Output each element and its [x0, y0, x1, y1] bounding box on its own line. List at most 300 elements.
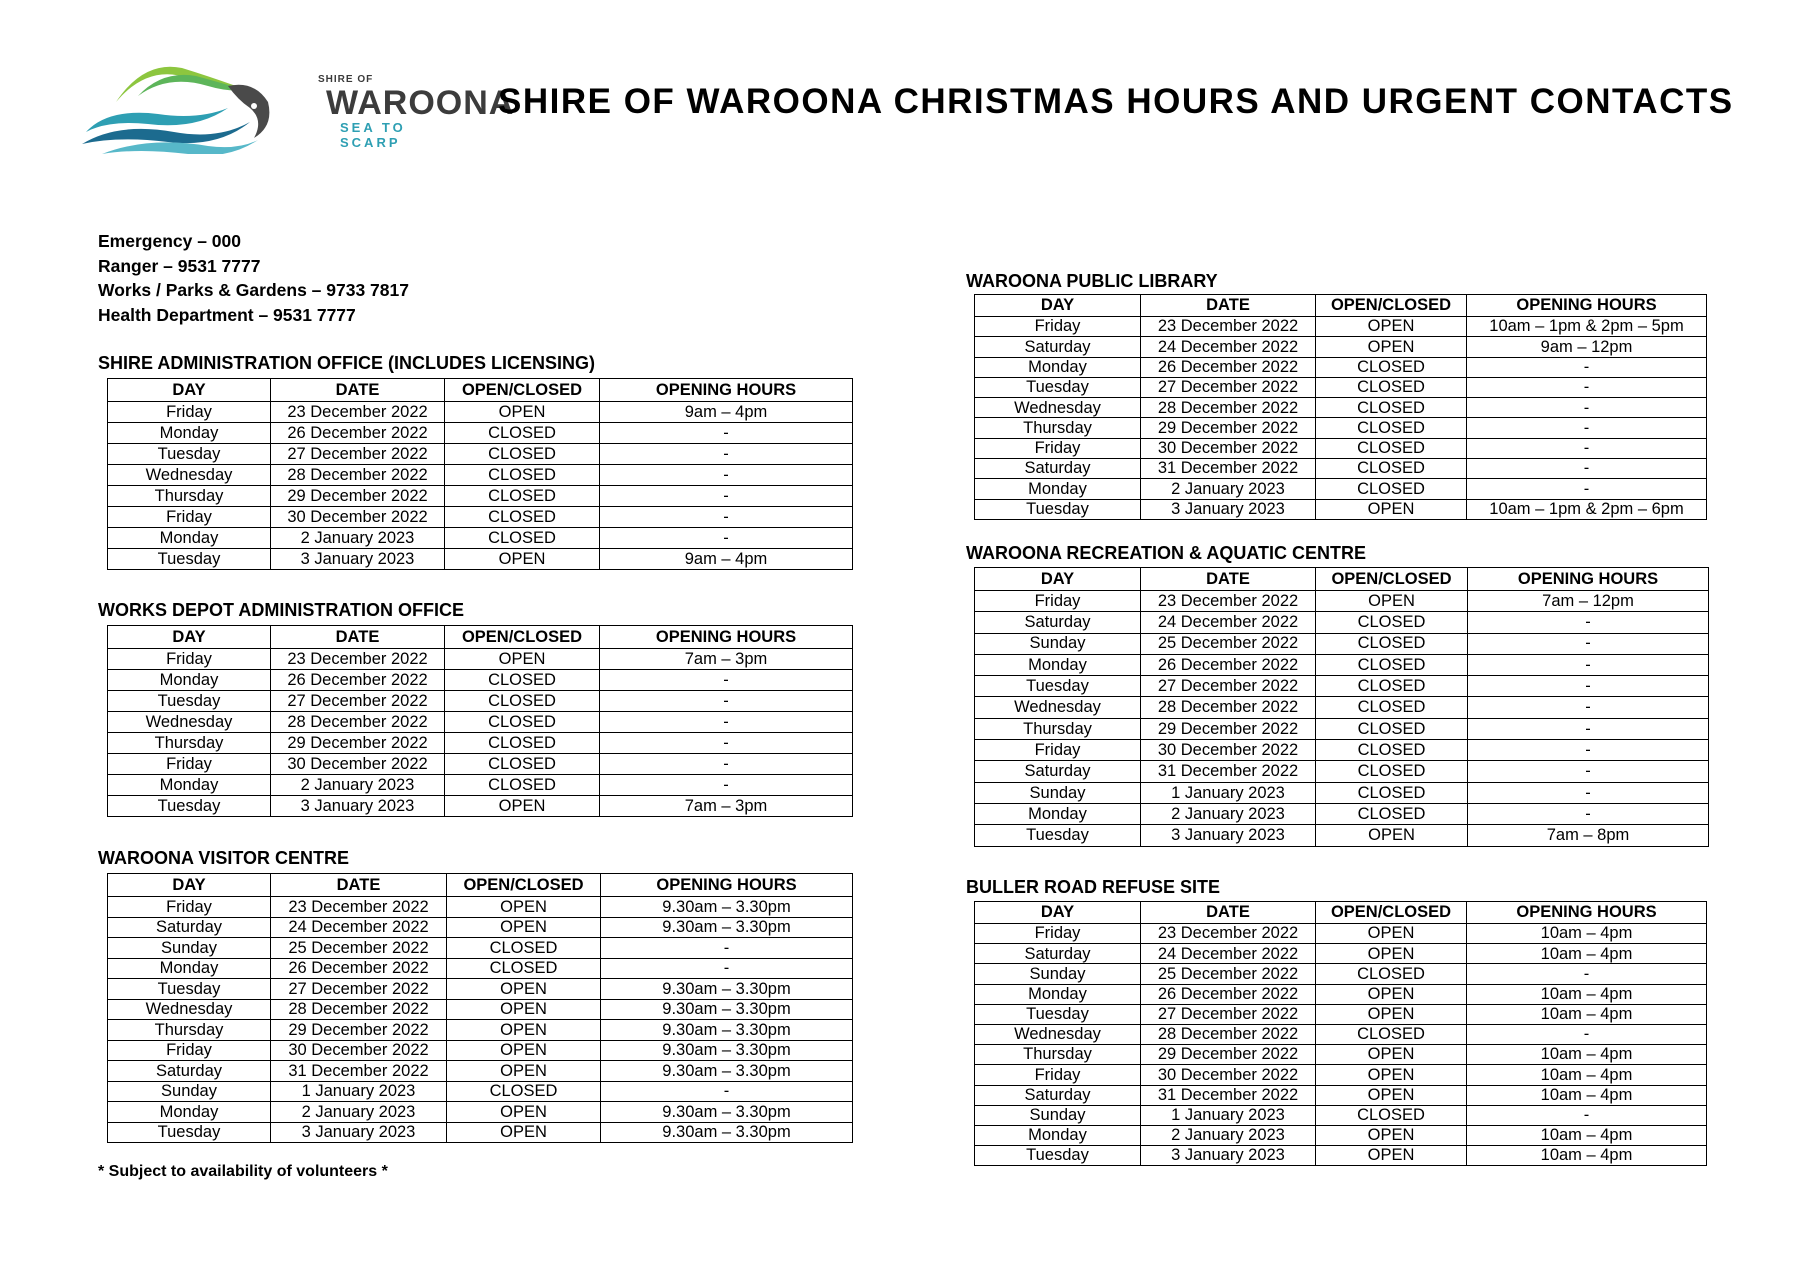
table-row: [975, 1146, 1707, 1166]
hours-cell: -: [1468, 676, 1709, 697]
date-cell: 30 December 2022: [271, 754, 445, 775]
hours-cell: -: [600, 775, 853, 796]
date-cell: 28 December 2022: [271, 999, 447, 1020]
table-row: [108, 507, 853, 528]
hours-cell: 10am – 4pm: [1467, 1004, 1707, 1024]
status-cell: CLOSED: [445, 712, 600, 733]
status-cell: CLOSED: [447, 958, 601, 979]
column-header-day: DAY: [975, 568, 1141, 591]
status-cell: OPEN: [447, 999, 601, 1020]
table-row: [108, 486, 853, 507]
hours-cell: 9am – 4pm: [600, 549, 853, 570]
column-header-status: OPEN/CLOSED: [1316, 902, 1467, 924]
hours-cell: 10am – 4pm: [1467, 1085, 1707, 1105]
table-row: [975, 1045, 1707, 1065]
hours-cell: 9.30am – 3.30pm: [601, 897, 853, 918]
day-cell: Friday: [108, 649, 271, 670]
hours-cell: -: [1467, 964, 1707, 984]
table-row: [108, 897, 853, 918]
status-cell: CLOSED: [1316, 654, 1468, 675]
day-cell: Tuesday: [108, 796, 271, 817]
table-row: [108, 402, 853, 423]
recreation-section-title: WAROONA RECREATION & AQUATIC CENTRE: [966, 543, 1366, 563]
date-cell: 27 December 2022: [271, 691, 445, 712]
hours-cell: -: [1467, 1024, 1707, 1044]
table-row: [108, 999, 853, 1020]
day-cell: Saturday: [975, 944, 1141, 964]
column-header-status: OPEN/CLOSED: [445, 379, 600, 402]
day-cell: Monday: [108, 775, 271, 796]
column-header-date: DATE: [271, 874, 447, 897]
day-cell: Sunday: [975, 633, 1141, 654]
table-row: [108, 917, 853, 938]
status-cell: OPEN: [1316, 944, 1467, 964]
date-cell: 1 January 2023: [1141, 1105, 1316, 1125]
date-cell: 2 January 2023: [271, 528, 445, 549]
library-section-title: WAROONA PUBLIC LIBRARY: [966, 271, 1218, 291]
day-cell: Friday: [975, 924, 1141, 944]
date-cell: 2 January 2023: [1141, 803, 1316, 824]
column-header-day: DAY: [108, 874, 271, 897]
day-cell: Tuesday: [108, 549, 271, 570]
column-header-date: DATE: [271, 379, 445, 402]
date-cell: 2 January 2023: [271, 1102, 447, 1123]
date-cell: 3 January 2023: [1141, 1146, 1316, 1166]
hours-cell: -: [600, 691, 853, 712]
date-cell: 2 January 2023: [271, 775, 445, 796]
date-cell: 3 January 2023: [271, 1122, 447, 1143]
hours-cell: -: [1468, 782, 1709, 803]
status-cell: CLOSED: [445, 465, 600, 486]
date-cell: 29 December 2022: [1141, 718, 1316, 739]
table-header-row: [108, 379, 853, 402]
date-cell: 27 December 2022: [1141, 377, 1316, 397]
table-row: [108, 712, 853, 733]
table-row: [975, 317, 1707, 337]
table-row: [975, 984, 1707, 1004]
status-cell: CLOSED: [1316, 697, 1468, 718]
day-cell: Friday: [108, 1040, 271, 1061]
status-cell: OPEN: [445, 649, 600, 670]
hours-cell: 9.30am – 3.30pm: [601, 979, 853, 1000]
date-cell: 31 December 2022: [271, 1061, 447, 1082]
table-header-row: [975, 295, 1707, 317]
table-header-row: [975, 568, 1709, 591]
table-row: [108, 423, 853, 444]
day-cell: Tuesday: [975, 676, 1141, 697]
day-cell: Tuesday: [108, 1122, 271, 1143]
hours-cell: -: [600, 486, 853, 507]
column-header-status: OPEN/CLOSED: [447, 874, 601, 897]
table-row: [975, 676, 1709, 697]
date-cell: 27 December 2022: [271, 444, 445, 465]
table-row: [975, 825, 1709, 846]
table-row: [975, 964, 1707, 984]
status-cell: CLOSED: [1316, 357, 1467, 377]
hours-cell: 7am – 3pm: [600, 796, 853, 817]
hours-cell: -: [600, 465, 853, 486]
day-cell: Sunday: [975, 782, 1141, 803]
hours-cell: -: [600, 712, 853, 733]
table-row: [975, 803, 1709, 824]
date-cell: 25 December 2022: [1141, 964, 1316, 984]
table-row: [108, 754, 853, 775]
day-cell: Wednesday: [108, 999, 271, 1020]
admin-section-title: SHIRE ADMINISTRATION OFFICE (INCLUDES LICENSING): [98, 353, 595, 373]
status-cell: OPEN: [1316, 591, 1468, 612]
date-cell: 31 December 2022: [1141, 1085, 1316, 1105]
day-cell: Monday: [975, 984, 1141, 1004]
page-title: SHIRE OF WAROONA CHRISTMAS HOURS AND URGENT CONTACTS: [498, 82, 1734, 121]
status-cell: OPEN: [447, 1102, 601, 1123]
day-cell: Thursday: [975, 418, 1141, 438]
date-cell: 25 December 2022: [1141, 633, 1316, 654]
table-row: [975, 944, 1707, 964]
status-cell: CLOSED: [1316, 479, 1467, 499]
hours-cell: 9am – 12pm: [1467, 337, 1707, 357]
status-cell: CLOSED: [1316, 718, 1468, 739]
date-cell: 29 December 2022: [1141, 418, 1316, 438]
column-header-hours: OPENING HOURS: [601, 874, 853, 897]
date-cell: 27 December 2022: [1141, 676, 1316, 697]
status-cell: OPEN: [447, 917, 601, 938]
table-row: [975, 1065, 1707, 1085]
hours-cell: 9.30am – 3.30pm: [601, 1020, 853, 1041]
day-cell: Thursday: [108, 733, 271, 754]
day-cell: Tuesday: [108, 979, 271, 1000]
day-cell: Monday: [975, 654, 1141, 675]
date-cell: 1 January 2023: [1141, 782, 1316, 803]
date-cell: 30 December 2022: [271, 1040, 447, 1061]
day-cell: Wednesday: [108, 465, 271, 486]
hours-cell: 10am – 4pm: [1467, 984, 1707, 1004]
day-cell: Saturday: [975, 761, 1141, 782]
day-cell: Friday: [975, 740, 1141, 761]
date-cell: 3 January 2023: [271, 796, 445, 817]
hours-cell: -: [600, 444, 853, 465]
status-cell: CLOSED: [1316, 782, 1468, 803]
status-cell: OPEN: [447, 1122, 601, 1143]
table-row: [975, 633, 1709, 654]
table-row: [108, 958, 853, 979]
library-hours-table: [974, 294, 1707, 520]
table-row: [975, 418, 1707, 438]
day-cell: Tuesday: [108, 444, 271, 465]
date-cell: 30 December 2022: [1141, 438, 1316, 458]
status-cell: CLOSED: [1316, 398, 1467, 418]
day-cell: Friday: [975, 438, 1141, 458]
hours-cell: 9am – 4pm: [600, 402, 853, 423]
status-cell: OPEN: [445, 402, 600, 423]
hours-cell: -: [601, 958, 853, 979]
day-cell: Sunday: [108, 938, 271, 959]
day-cell: Saturday: [975, 1085, 1141, 1105]
table-row: [975, 499, 1707, 519]
status-cell: OPEN: [1316, 984, 1467, 1004]
hours-cell: -: [1467, 377, 1707, 397]
hours-cell: -: [1468, 761, 1709, 782]
status-cell: CLOSED: [445, 444, 600, 465]
date-cell: 25 December 2022: [271, 938, 447, 959]
logo-shire-of: SHIRE OF: [318, 74, 374, 85]
table-row: [975, 740, 1709, 761]
status-cell: OPEN: [447, 1040, 601, 1061]
hours-cell: 7am – 3pm: [600, 649, 853, 670]
table-row: [108, 1122, 853, 1143]
date-cell: 1 January 2023: [271, 1081, 447, 1102]
hours-cell: -: [1468, 654, 1709, 675]
day-cell: Tuesday: [975, 377, 1141, 397]
table-row: [108, 1040, 853, 1061]
date-cell: 29 December 2022: [271, 1020, 447, 1041]
table-row: [108, 528, 853, 549]
status-cell: OPEN: [1316, 499, 1467, 519]
table-row: [975, 697, 1709, 718]
day-cell: Monday: [108, 670, 271, 691]
status-cell: OPEN: [447, 1020, 601, 1041]
status-cell: CLOSED: [445, 754, 600, 775]
hours-cell: -: [1467, 479, 1707, 499]
date-cell: 23 December 2022: [1141, 317, 1316, 337]
day-cell: Friday: [108, 754, 271, 775]
status-cell: CLOSED: [445, 775, 600, 796]
day-cell: Sunday: [108, 1081, 271, 1102]
hours-cell: 10am – 4pm: [1467, 924, 1707, 944]
date-cell: 27 December 2022: [1141, 1004, 1316, 1024]
status-cell: CLOSED: [445, 528, 600, 549]
day-cell: Thursday: [975, 1045, 1141, 1065]
column-header-day: DAY: [108, 379, 271, 402]
table-row: [975, 398, 1707, 418]
day-cell: Wednesday: [975, 398, 1141, 418]
table-row: [108, 1020, 853, 1041]
date-cell: 30 December 2022: [271, 507, 445, 528]
day-cell: Sunday: [975, 964, 1141, 984]
hours-cell: -: [600, 670, 853, 691]
urgent-contacts: [98, 229, 409, 327]
column-header-status: OPEN/CLOSED: [445, 626, 600, 649]
table-row: [108, 465, 853, 486]
status-cell: OPEN: [447, 897, 601, 918]
hours-cell: 9.30am – 3.30pm: [601, 1061, 853, 1082]
date-cell: 23 December 2022: [271, 402, 445, 423]
day-cell: Tuesday: [975, 1004, 1141, 1024]
logo-name: WAROONA: [326, 84, 515, 122]
date-cell: 28 December 2022: [271, 465, 445, 486]
status-cell: OPEN: [1316, 1004, 1467, 1024]
table-row: [975, 337, 1707, 357]
table-row: [108, 549, 853, 570]
hours-cell: -: [1467, 438, 1707, 458]
status-cell: OPEN: [445, 796, 600, 817]
table-row: [975, 591, 1709, 612]
table-row: [975, 1125, 1707, 1145]
day-cell: Friday: [975, 1065, 1141, 1085]
table-row: [975, 1085, 1707, 1105]
status-cell: CLOSED: [1316, 377, 1467, 397]
table-row: [975, 782, 1709, 803]
table-row: [975, 438, 1707, 458]
works-section-title: WORKS DEPOT ADMINISTRATION OFFICE: [98, 600, 464, 620]
date-cell: 27 December 2022: [271, 979, 447, 1000]
table-row: [975, 1004, 1707, 1024]
table-row: [108, 444, 853, 465]
day-cell: Tuesday: [975, 825, 1141, 846]
date-cell: 23 December 2022: [1141, 591, 1316, 612]
day-cell: Thursday: [108, 486, 271, 507]
hours-cell: 7am – 12pm: [1468, 591, 1709, 612]
status-cell: CLOSED: [445, 670, 600, 691]
status-cell: CLOSED: [1316, 612, 1468, 633]
status-cell: CLOSED: [1316, 418, 1467, 438]
date-cell: 30 December 2022: [1141, 740, 1316, 761]
status-cell: CLOSED: [445, 507, 600, 528]
contact-health: Health Department – 9531 7777: [98, 304, 356, 325]
status-cell: CLOSED: [1316, 761, 1468, 782]
hours-cell: 10am – 4pm: [1467, 1125, 1707, 1145]
status-cell: OPEN: [445, 549, 600, 570]
table-row: [108, 938, 853, 959]
column-header-status: OPEN/CLOSED: [1316, 568, 1468, 591]
day-cell: Friday: [975, 317, 1141, 337]
table-row: [108, 733, 853, 754]
date-cell: 28 December 2022: [1141, 697, 1316, 718]
table-header-row: [975, 902, 1707, 924]
day-cell: Friday: [975, 591, 1141, 612]
hours-cell: 10am – 1pm & 2pm – 5pm: [1467, 317, 1707, 337]
hours-cell: -: [1468, 633, 1709, 654]
column-header-hours: OPENING HOURS: [600, 626, 853, 649]
hours-cell: -: [1468, 697, 1709, 718]
status-cell: CLOSED: [1316, 803, 1468, 824]
refuse-section-title: BULLER ROAD REFUSE SITE: [966, 877, 1221, 897]
table-row: [975, 924, 1707, 944]
day-cell: Tuesday: [975, 499, 1141, 519]
hours-cell: -: [1467, 418, 1707, 438]
day-cell: Saturday: [108, 917, 271, 938]
table-row: [975, 612, 1709, 633]
status-cell: OPEN: [1316, 1146, 1467, 1166]
table-row: [975, 459, 1707, 479]
day-cell: Monday: [975, 357, 1141, 377]
contact-ranger: Ranger – 9531 7777: [98, 255, 261, 276]
column-header-date: DATE: [271, 626, 445, 649]
table-row: [108, 1061, 853, 1082]
refuse-hours-table: [974, 901, 1707, 1166]
date-cell: 28 December 2022: [1141, 398, 1316, 418]
date-cell: 23 December 2022: [271, 649, 445, 670]
table-row: [108, 1102, 853, 1123]
column-header-date: DATE: [1141, 902, 1316, 924]
day-cell: Monday: [108, 423, 271, 444]
date-cell: 29 December 2022: [271, 733, 445, 754]
table-row: [108, 649, 853, 670]
table-row: [108, 796, 853, 817]
hours-cell: 10am – 4pm: [1467, 1146, 1707, 1166]
status-cell: CLOSED: [1316, 964, 1467, 984]
day-cell: Saturday: [975, 459, 1141, 479]
day-cell: Monday: [975, 479, 1141, 499]
hours-cell: 10am – 4pm: [1467, 944, 1707, 964]
hours-cell: 9.30am – 3.30pm: [601, 999, 853, 1020]
hours-cell: -: [600, 528, 853, 549]
hours-cell: 9.30am – 3.30pm: [601, 1102, 853, 1123]
date-cell: 26 December 2022: [271, 958, 447, 979]
table-row: [975, 718, 1709, 739]
column-header-hours: OPENING HOURS: [1468, 568, 1709, 591]
day-cell: Friday: [108, 507, 271, 528]
date-cell: 26 December 2022: [1141, 654, 1316, 675]
table-row: [108, 775, 853, 796]
table-row: [108, 670, 853, 691]
date-cell: 29 December 2022: [1141, 1045, 1316, 1065]
table-row: [975, 1024, 1707, 1044]
hours-cell: -: [1467, 459, 1707, 479]
hours-cell: -: [601, 938, 853, 959]
status-cell: CLOSED: [1316, 740, 1468, 761]
works-hours-table: [107, 625, 853, 817]
date-cell: 28 December 2022: [271, 712, 445, 733]
table-header-row: [108, 874, 853, 897]
hours-cell: -: [1468, 803, 1709, 824]
visitor-section-title: WAROONA VISITOR CENTRE: [98, 848, 350, 868]
date-cell: 2 January 2023: [1141, 479, 1316, 499]
status-cell: CLOSED: [1316, 1024, 1467, 1044]
status-cell: OPEN: [1316, 1125, 1467, 1145]
status-cell: CLOSED: [1316, 438, 1467, 458]
status-cell: CLOSED: [1316, 459, 1467, 479]
date-cell: 28 December 2022: [1141, 1024, 1316, 1044]
date-cell: 26 December 2022: [1141, 984, 1316, 1004]
contact-works: Works / Parks & Gardens – 9733 7817: [98, 280, 409, 300]
table-row: [975, 654, 1709, 675]
column-header-status: OPEN/CLOSED: [1316, 295, 1467, 317]
date-cell: 26 December 2022: [271, 670, 445, 691]
table-row: [975, 761, 1709, 782]
hours-cell: -: [600, 754, 853, 775]
date-cell: 31 December 2022: [1141, 761, 1316, 782]
status-cell: OPEN: [1316, 825, 1468, 846]
date-cell: 24 December 2022: [271, 917, 447, 938]
hours-cell: -: [1468, 740, 1709, 761]
date-cell: 23 December 2022: [1141, 924, 1316, 944]
hours-cell: 10am – 4pm: [1467, 1045, 1707, 1065]
table-row: [975, 357, 1707, 377]
date-cell: 24 December 2022: [1141, 612, 1316, 633]
day-cell: Monday: [975, 803, 1141, 824]
date-cell: 26 December 2022: [271, 423, 445, 444]
hours-cell: -: [600, 733, 853, 754]
hours-cell: 9.30am – 3.30pm: [601, 917, 853, 938]
hours-cell: -: [601, 1081, 853, 1102]
status-cell: OPEN: [1316, 337, 1467, 357]
day-cell: Wednesday: [975, 697, 1141, 718]
contact-emergency: Emergency – 000: [98, 231, 242, 251]
date-cell: 29 December 2022: [271, 486, 445, 507]
visitor-hours-table: [107, 873, 853, 1143]
column-header-day: DAY: [108, 626, 271, 649]
status-cell: OPEN: [1316, 1045, 1467, 1065]
hours-cell: 10am – 4pm: [1467, 1065, 1707, 1085]
hours-cell: -: [1467, 1105, 1707, 1125]
day-cell: Monday: [108, 528, 271, 549]
day-cell: Friday: [108, 897, 271, 918]
table-row: [975, 479, 1707, 499]
column-header-day: DAY: [975, 295, 1141, 317]
day-cell: Saturday: [975, 337, 1141, 357]
table-row: [108, 979, 853, 1000]
date-cell: 31 December 2022: [1141, 459, 1316, 479]
